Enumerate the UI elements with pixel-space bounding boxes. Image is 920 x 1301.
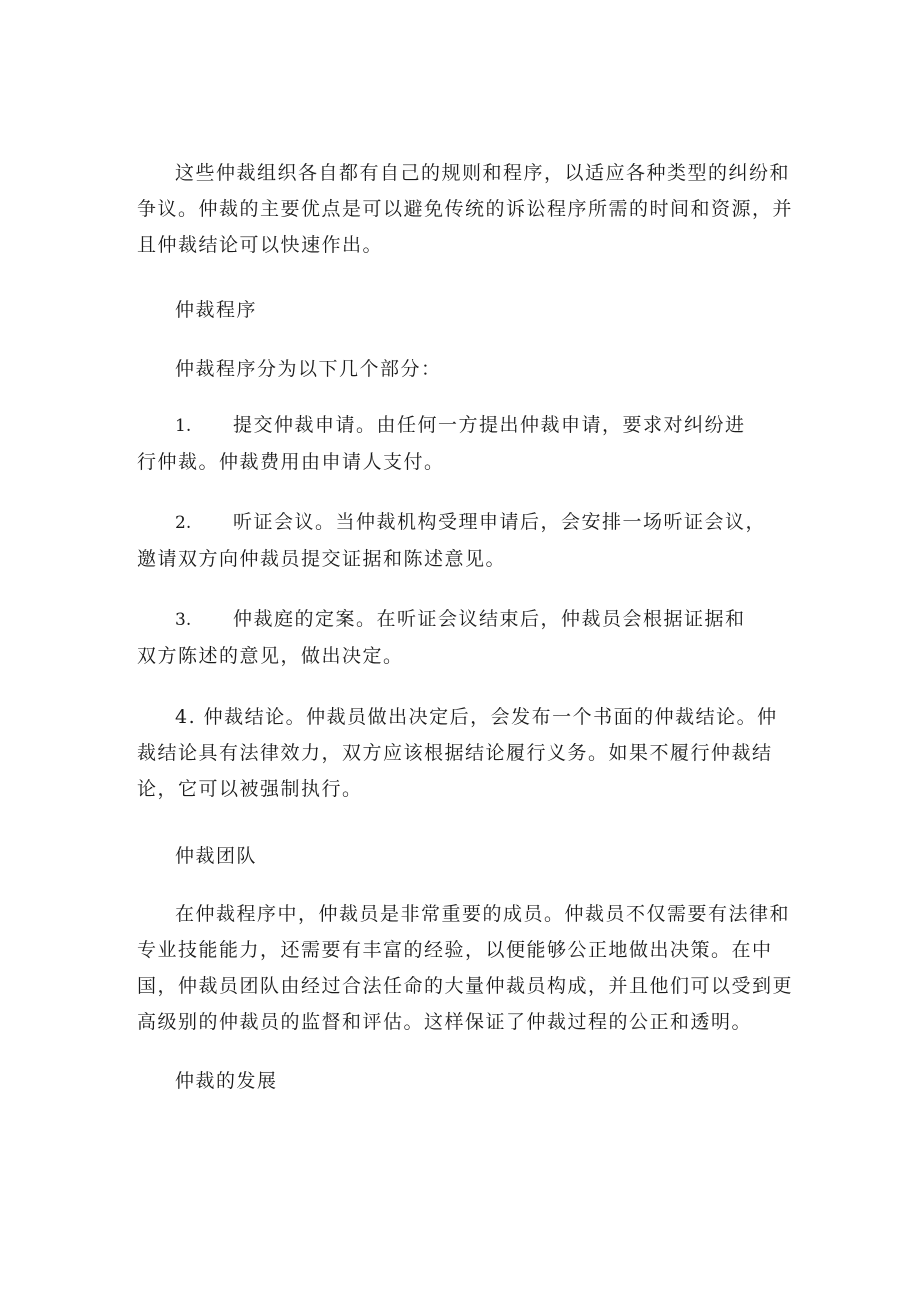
- list-item-1: [137, 407, 797, 480]
- list-item-continuation: 行仲裁。仲裁费用由申请人支付。: [137, 451, 445, 473]
- list-item-text: 听证会议。当仲裁机构受理申请后，会安排一场听证会议，: [233, 511, 767, 533]
- list-item-text: 提交仲裁申请。由任何一方提出仲裁申请，要求对纠纷进: [233, 414, 746, 436]
- procedure-intro: 仲裁程序分为以下几个部分：: [175, 358, 442, 380]
- section-heading-team: 仲裁团队: [175, 845, 258, 867]
- list-item-continuation: 邀请双方向仲裁员提交证据和陈述意见。: [137, 548, 507, 570]
- list-item-number: 2.: [175, 513, 192, 533]
- list-item-3: [137, 601, 797, 674]
- list-item-text: 仲裁庭的定案。在听证会议结束后，仲裁员会根据证据和: [233, 608, 746, 630]
- section-heading-procedure: 仲裁程序: [175, 299, 258, 321]
- list-item-number: 1.: [175, 416, 192, 436]
- list-item-number: 3.: [175, 610, 192, 630]
- list-item-2: [137, 504, 797, 577]
- section-heading-development: 仲裁的发展: [175, 1070, 278, 1092]
- intro-paragraph: 这些仲裁组织各自都有自己的规则和程序，以适应各种类型的纠纷和争议。仲裁的主要优点是可以避免传统的诉讼程序所需的时间和资源，并且仲裁结论可以快速作出。: [137, 162, 794, 256]
- list-item-4: 4. 仲裁结论。仲裁员做出决定后，会发布一个书面的仲裁结论。仲裁结论具有法律效力，双方应该根据结论履行义务。如果不履行仲裁结论，它可以被强制执行。: [137, 706, 778, 800]
- list-item-continuation: 双方陈述的意见，做出决定。: [137, 645, 404, 667]
- team-paragraph: 在仲裁程序中，仲裁员是非常重要的成员。仲裁员不仅需要有法律和专业技能能力，还需要有丰富的经验，以便能够公正地做出决策。在中国，仲裁员团队由经过合法任命的大量仲裁员构成，并且他们可以受到更高级别的仲裁员的监督和评估。这样保证了仲裁过程的公正和透明。: [137, 903, 794, 1033]
